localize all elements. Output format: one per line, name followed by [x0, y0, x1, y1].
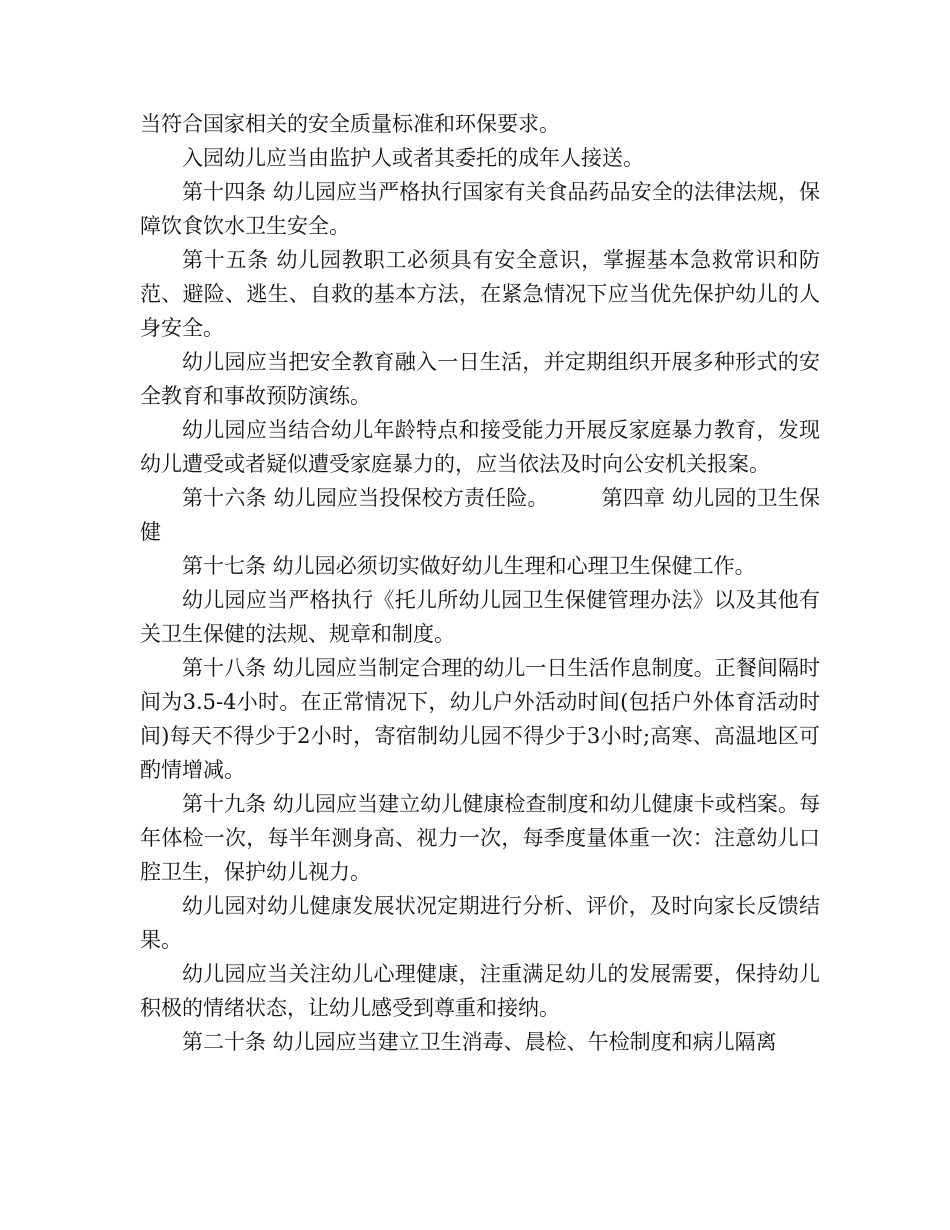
- paragraph-5: 幼儿园应当把安全教育融入一日生活，并定期组织开展多种形式的安全教育和事故预防演练。: [140, 350, 820, 408]
- paragraph-4: 第十五条 幼儿园教职工必须具有安全意识，掌握基本急救常识和防范、避险、逃生、自救的基本方法，在紧急情况下应当优先保护幼儿的人身安全。: [140, 248, 820, 340]
- paragraph-8: 第十七条 幼儿园必须切实做好幼儿生理和心理卫生保健工作。: [182, 554, 756, 578]
- paragraph-9: 幼儿园应当严格执行《托儿所幼儿园卫生保健管理办法》以及其他有关卫生保健的法规、规章和制度。: [140, 588, 820, 646]
- paragraph-11: 第十九条 幼儿园应当建立幼儿健康检查制度和幼儿健康卡或档案。每年体检一次，每半年测身高、视力一次，每季度量体重一次：注意幼儿口腔卫生，保护幼儿视力。: [140, 792, 820, 884]
- paragraph-7: 第十六条 幼儿园应当投保校方责任险。 第四章 幼儿园的卫生保健: [140, 486, 820, 544]
- paragraph-10: 第十八条 幼儿园应当制定合理的幼儿一日生活作息制度。正餐间隔时间为3.5-4小时。在正常情况下，幼儿户外活动时间(包括户外体育活动时间)每天不得少于2小时，寄宿制幼儿园不得少于3小时;高寒、高温地区可酌情增减。: [140, 656, 820, 782]
- paragraph-1: 当符合国家相关的安全质量标准和环保要求。: [140, 112, 560, 136]
- paragraph-14: 第二十条 幼儿园应当建立卫生消毒、晨检、午检制度和病儿隔离: [182, 1030, 777, 1054]
- paragraph-2: 入园幼儿应当由监护人或者其委托的成年人接送。: [182, 146, 644, 170]
- paragraph-6: 幼儿园应当结合幼儿年龄特点和接受能力开展反家庭暴力教育，发现幼儿遭受或者疑似遭受家庭暴力的，应当依法及时向公安机关报案。: [140, 418, 820, 476]
- document-body: [140, 107, 820, 1059]
- paragraph-3: 第十四条 幼儿园应当严格执行国家有关食品药品安全的法律法规，保障饮食饮水卫生安全。: [140, 180, 820, 238]
- paragraph-12: 幼儿园对幼儿健康发展状况定期进行分析、评价，及时向家长反馈结果。: [140, 894, 820, 952]
- paragraph-13: 幼儿园应当关注幼儿心理健康，注重满足幼儿的发展需要，保持幼儿积极的情绪状态，让幼儿感受到尊重和接纳。: [140, 962, 820, 1020]
